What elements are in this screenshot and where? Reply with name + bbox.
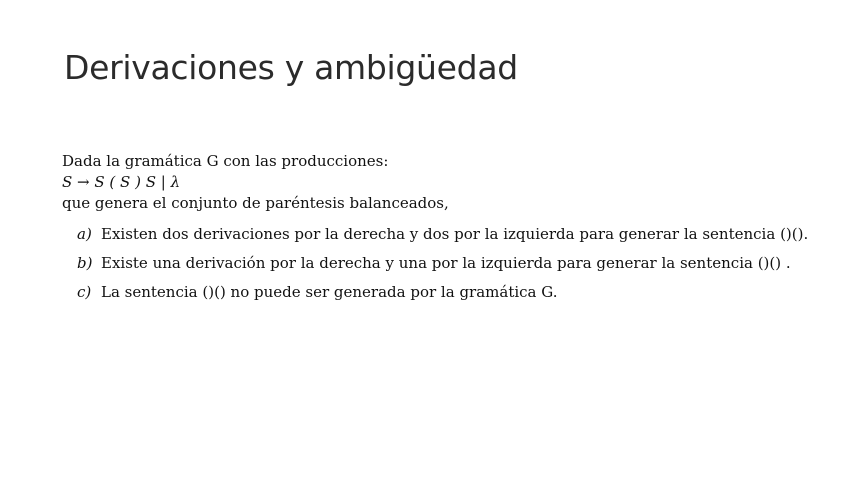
slide-content — [62, 151, 808, 307]
option-text: La sentencia ()() no puede ser generada por la gramática G. — [101, 283, 558, 301]
option-b — [77, 249, 808, 278]
intro-description: que genera el conjunto de paréntesis balanceados, — [62, 194, 449, 212]
option-marker: c) — [77, 283, 92, 301]
option-text: Existe una derivación por la derecha y una por la izquierda para generar la sentencia ()() . — [101, 254, 791, 272]
option-c — [77, 278, 808, 307]
grammar-production: S → S ( S ) S | λ — [62, 173, 181, 191]
intro-text: Dada la gramática G con las producciones: — [62, 152, 389, 170]
option-marker: a) — [77, 225, 92, 243]
options-list — [62, 220, 808, 307]
option-text: Existen dos derivaciones por la derecha y dos por la izquierda para generar la sentencia ()(). — [101, 225, 809, 243]
slide-title: Derivaciones y ambigüedad — [64, 48, 518, 87]
option-a — [77, 220, 808, 249]
option-marker: b) — [77, 254, 93, 272]
